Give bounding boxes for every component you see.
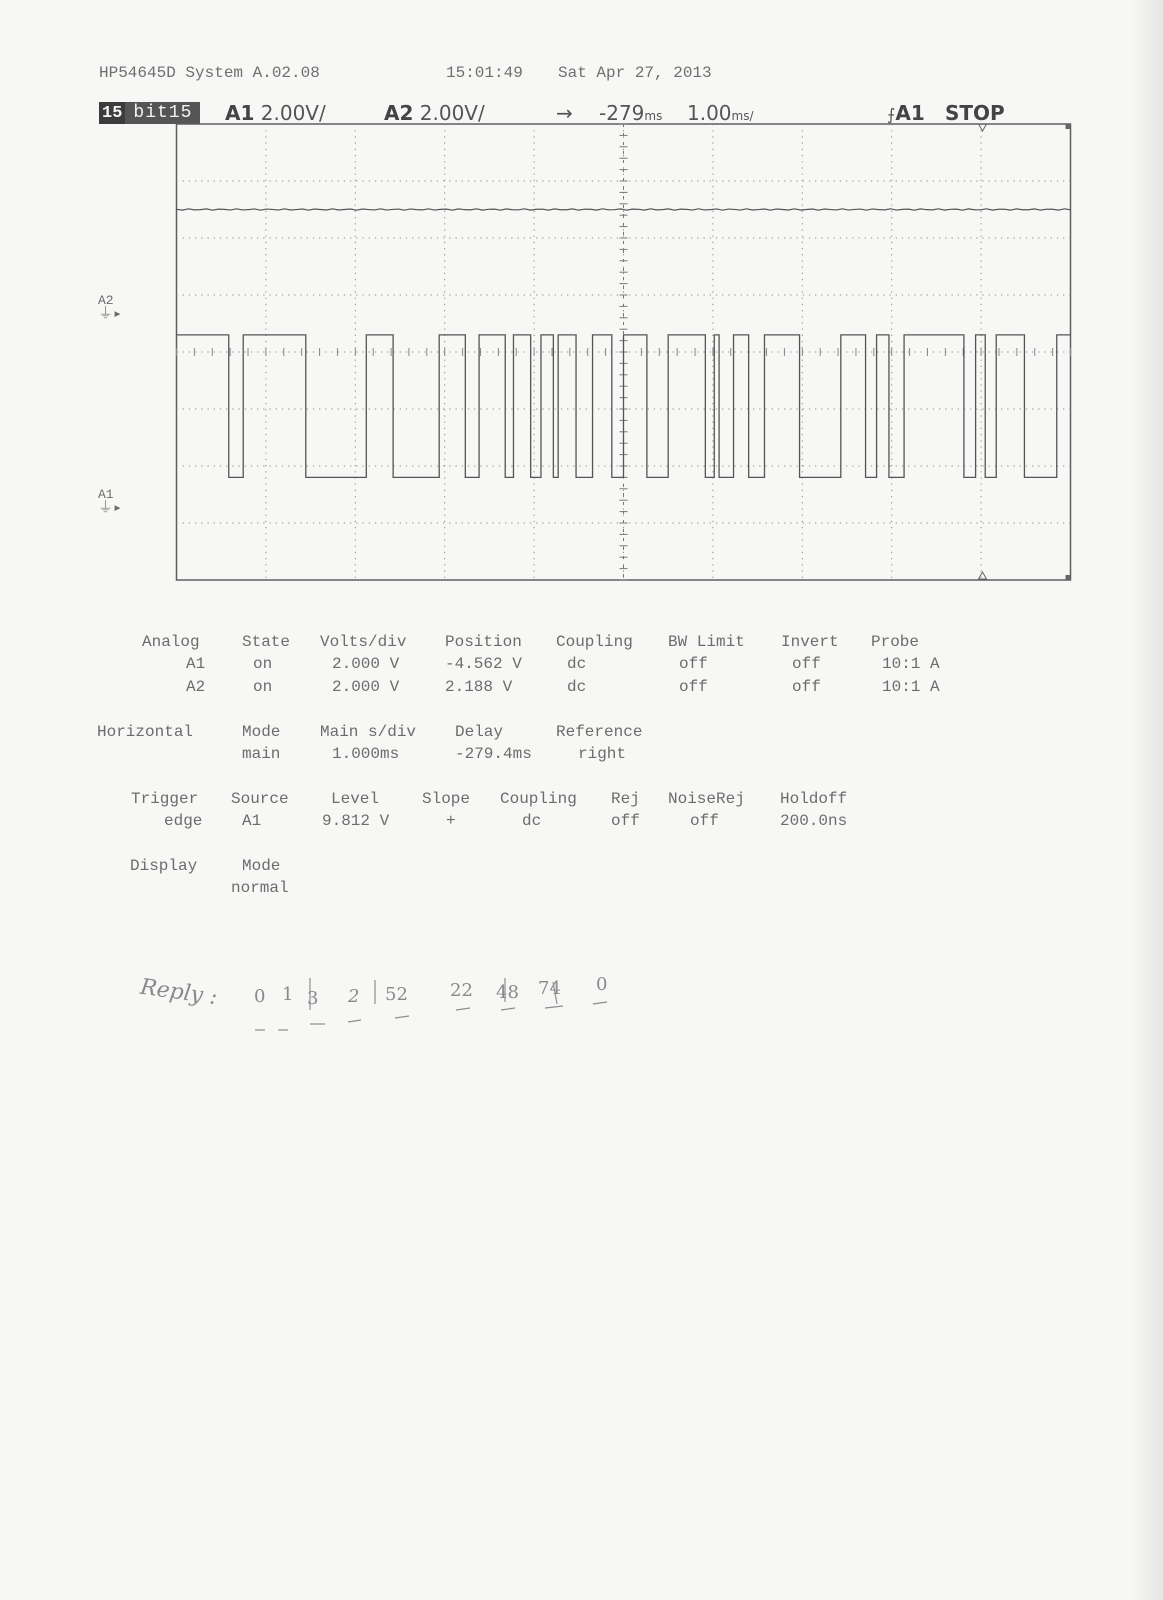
reply-value: 74 <box>538 978 561 999</box>
table-cell: 2.188 V <box>445 678 513 696</box>
display-label: Display <box>130 857 198 875</box>
table-cell: 9.812 V <box>322 812 390 830</box>
corner-mark <box>1066 124 1071 129</box>
table-cell: 2.000 V <box>332 655 400 673</box>
table-cell: 1.000ms <box>332 745 400 763</box>
a1-trace-line <box>177 335 1071 478</box>
table-cell: dc <box>567 655 587 673</box>
holdoff-header: Holdoff <box>780 790 848 808</box>
bw-limit-header: BW Limit <box>668 633 745 651</box>
slope-header: Slope <box>422 790 471 808</box>
a1-ground-marker: A1 ⏚▸ <box>98 487 123 517</box>
state-header: State <box>242 633 291 651</box>
reply-value: 0 <box>596 974 608 995</box>
rej-header: Rej <box>611 790 640 808</box>
instrument-model: HP54645D System A.02.08 <box>99 64 320 82</box>
bit-label: bit15 <box>125 102 200 124</box>
table-cell: off <box>690 812 719 830</box>
reply-value: 48 <box>496 982 519 1003</box>
reply-label: Reply : <box>138 974 219 1011</box>
a2-trace-line <box>177 209 1071 210</box>
volts-div-header: Volts/div <box>320 633 407 651</box>
table-cell: on <box>253 655 273 673</box>
a2-trace <box>177 209 1071 210</box>
position-header: Position <box>445 633 522 651</box>
a2-ground-marker: A2 ⏚▸ <box>98 293 123 323</box>
trigger-source: ⨍A1 <box>887 101 925 125</box>
display-mode-value: normal <box>231 879 289 897</box>
a2-scale: A2 2.00V/ <box>384 101 485 125</box>
mode-header: Mode <box>242 723 281 741</box>
coupling-header: Coupling <box>556 633 633 651</box>
table-cell: off <box>679 678 708 696</box>
run-state: STOP <box>945 101 1005 125</box>
reply-value: 2 <box>348 986 360 1007</box>
table-cell: off <box>611 812 640 830</box>
probe-header: Probe <box>871 633 920 651</box>
bit-number: 15 <box>99 102 125 124</box>
table-cell: 10:1 A <box>882 678 940 696</box>
table-cell: right <box>578 745 627 763</box>
reply-value: 22 <box>450 980 473 1001</box>
table-cell: 200.0ns <box>780 812 848 830</box>
table-cell: A2 <box>186 678 206 696</box>
table-cell: -4.562 V <box>445 655 522 673</box>
scope-screen <box>118 120 1131 590</box>
paper-edge <box>1131 0 1163 1600</box>
trigger-point-marker-top <box>979 124 987 131</box>
delay-readout: -279ms <box>599 101 663 125</box>
table-cell: dc <box>567 678 587 696</box>
trigger-type: edge <box>164 812 203 830</box>
analog-header: Analog <box>142 633 200 651</box>
corner-mark <box>1066 575 1071 580</box>
invert-header: Invert <box>781 633 839 651</box>
handwriting-strokes <box>245 978 645 1038</box>
a1-scale: A1 2.00V/ <box>225 101 326 125</box>
print-time: 15:01:49 <box>446 64 523 82</box>
source-header: Source <box>231 790 289 808</box>
reference-header: Reference <box>556 723 643 741</box>
table-cell: main <box>242 745 281 763</box>
main-s-div-header: Main s/div <box>320 723 417 741</box>
table-cell: off <box>679 655 708 673</box>
level-header: Level <box>331 790 380 808</box>
noiserej-header: NoiseRej <box>668 790 745 808</box>
table-cell: off <box>792 678 821 696</box>
timebase-readout: 1.00ms/ <box>687 101 754 125</box>
horizontal-label: Horizontal <box>97 723 194 741</box>
delay-header: Delay <box>455 723 504 741</box>
table-cell: dc <box>522 812 542 830</box>
trigger-label: Trigger <box>131 790 199 808</box>
coupling-header: Coupling <box>500 790 577 808</box>
table-cell: A1 <box>186 655 206 673</box>
display-mode-header: Mode <box>242 857 281 875</box>
reply-value: 52 <box>385 984 408 1005</box>
table-cell: off <box>792 655 821 673</box>
table-cell: 2.000 V <box>332 678 400 696</box>
table-cell: + <box>446 812 456 830</box>
table-cell: on <box>253 678 273 696</box>
reply-value: 1 <box>282 984 294 1005</box>
reply-value: 0 <box>254 986 266 1007</box>
delay-arrow: → <box>556 101 573 125</box>
print-date: Sat Apr 27, 2013 <box>558 64 712 82</box>
trigger-point-marker-bottom <box>979 572 987 579</box>
table-cell: 10:1 A <box>882 655 940 673</box>
table-cell: A1 <box>242 812 262 830</box>
table-cell: -279.4ms <box>455 745 532 763</box>
reply-value: 3 <box>307 988 319 1009</box>
a1-trace <box>177 335 1071 478</box>
